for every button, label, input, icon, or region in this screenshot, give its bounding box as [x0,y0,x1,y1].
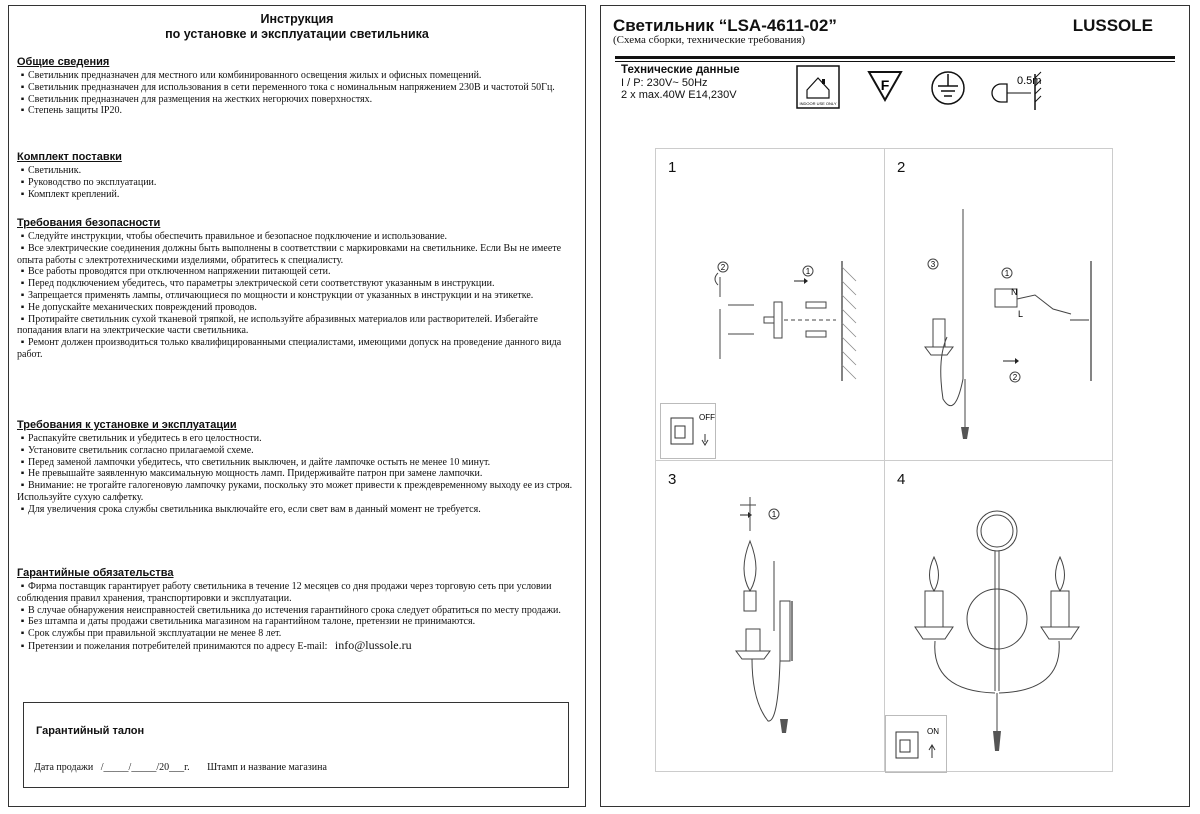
svg-text:1: 1 [1004,269,1010,278]
section-heading: Требования к установке и эксплуатации [17,419,237,431]
section-installation [17,419,579,516]
list-item: ▪ Претензии и пожелания потребителей принимаются по адресу E-mail: info@lussole.ru [20,637,412,652]
tech-lamps: 2 x max.40W E14,230V [621,89,737,101]
switch-on-icon [885,715,947,773]
symbols-row [791,64,1151,114]
list-item: ▪ Для увеличения срока службы светильника выключайте его, если свет вам в данный момент не требуется. [20,503,481,515]
list-item: ▪ Все работы проводятся при отключенном напряжении питающей сети. [20,266,331,278]
distance-icon [992,72,1041,110]
section-heading: Комплект поставки [17,151,122,163]
section-safety [17,217,579,361]
list-item: ▪ Установите светильник согласно прилагаемой схеме. [20,444,254,456]
svg-text:L: L [1018,309,1024,319]
section-general [17,56,579,117]
indoor-use-icon [797,66,839,108]
svg-text:2: 2 [1012,373,1018,382]
instruction-subtitle: по установке и эксплуатации светильника [165,27,429,41]
warranty-card [23,702,569,788]
list-item: ▪ Светильник. [20,165,82,176]
list-item: ▪ Руководство по эксплуатации. [20,176,157,188]
list-item: ▪ Протирайте светильник сухой тканевой тряпкой, не используйте абразивных материалов или растворителей. Избегайте попадания влаги на электрические части светильника. [17,313,538,337]
step-number: 4 [897,471,906,488]
tech-heading: Технические данные [621,64,740,76]
tech-data [621,64,740,102]
list-item: ▪ Степень защиты IP20. [20,105,122,117]
svg-text:F: F [880,77,890,93]
instruction-title: Инструкция [260,12,334,26]
list-item: ▪ Не превышайте заявленную максимальную мощность ламп. Придерживайте патрон при замене лампочки. [20,468,483,480]
step-4-cell [885,461,1112,772]
brand-name: LUSSOLE [1072,16,1153,35]
section-heading: Общие сведения [17,56,110,68]
tech-power: I / P: 230V~ 50Hz [621,76,708,89]
divider [615,56,1175,59]
section-heading: Гарантийные обязательства [17,567,174,579]
list-item: ▪ Светильник предназначен для размещения на жестких негорючих поверхностях. [20,93,373,105]
list-item: ▪ Срок службы при правильной эксплуатации не менее 8 лет. [20,628,282,640]
list-item: ▪ Не допускайте механических повреждений проводов. [20,301,257,313]
indoor-use-label: INDOOR USE ONLY [799,101,837,106]
list-item: ▪ Светильник предназначен для использования в сети переменного тока с номинальным напряжением 230В и частотой 50Гц. [20,81,555,93]
list-item: ▪ Светильник предназначен для местного или комбинированного освещения жилых и офисных помещений. [20,70,482,81]
product-title: Светильник “LSA-4611-02” [613,16,837,35]
svg-text:3: 3 [930,260,936,269]
instruction-panel [8,5,586,807]
list-item: ▪ Распакуйте светильник и убедитесь в его целостности. [20,433,262,444]
list-item: ▪ Внимание: не трогайте галогеновую лампочку руками, поскольку это может привести к преждевременному выходу ее из строя. Используйте сухую салфетку. [17,480,573,503]
section-warranty [17,567,579,653]
switch-on-label: ON [927,727,939,736]
list-item: ▪ Запрещается применять лампы, отличающиеся по мощности и конструкции от указанных в инструкции и на этикетке. [20,289,534,301]
list-item: ▪ Перед подключением убедитесь, что параметры электрической сети соответствуют указанным в инструкции. [20,278,495,290]
step-number: 3 [668,471,677,488]
divider [615,61,1175,62]
list-item: ▪ Перед заменой лампочки убедитесь, что светильник выключен, и дайте лампочке остыть не менее 10 минут. [20,456,491,468]
warranty-card-line: Дата продажи /_____/_____/20___г. Штамп и название магазина [34,762,327,773]
step-number: 2 [897,159,906,176]
f-mark-icon [869,72,901,100]
step-2-cell [885,149,1112,460]
ground-icon [932,72,964,104]
warranty-card-title: Гарантийный талон [36,725,145,737]
list-item: ▪ Фирма поставщик гарантирует работу светильника в течение 12 месяцев со дня продажи через торговую сеть при условии соблюдения правил хранения, транспортировки и эксплуатации. [17,581,552,604]
step-1-cell [656,149,884,460]
switch-off-label: OFF [699,413,715,422]
email-link: info@lussole.ru [334,637,412,652]
step-number: 1 [668,159,677,176]
svg-text:N: N [1011,287,1018,297]
svg-text:2: 2 [720,263,726,272]
svg-text:1: 1 [805,267,811,276]
list-item: ▪ В случае обнаружения неисправностей светильника до истечения гарантийного срока следует обратиться по месту продажи. [20,604,561,616]
section-contents [17,151,579,200]
section-heading: Требования безопасности [17,217,161,229]
list-item: ▪ Следуйте инструкции, чтобы обеспечить правильное и безопасное подключение и использование. [20,231,448,242]
step-3-cell [656,461,884,772]
list-item: ▪ Ремонт должен производиться только квалифицированными специалистами, имеющими допуск на проведение данного вида работ. [17,337,562,360]
product-subtitle: (Схема сборки, технические требования) [613,34,806,46]
assembly-grid [655,148,1113,772]
list-item: ▪ Без штампа и даты продажи светильника магазином на гарантийном талоне, претензии не принимаются. [20,616,476,628]
distance-label: 0.5m [1017,75,1042,87]
svg-text:1: 1 [771,510,777,519]
list-item: ▪ Комплект креплений. [20,188,120,200]
switch-off-icon [660,403,716,459]
list-item: ▪ Все электрические соединения должны быть выполнены в соответствии с маркировками на светильнике. Если Вы не имеете опыта работы с электротехническими изделиями, обратитесь к специалисту. [17,242,562,266]
